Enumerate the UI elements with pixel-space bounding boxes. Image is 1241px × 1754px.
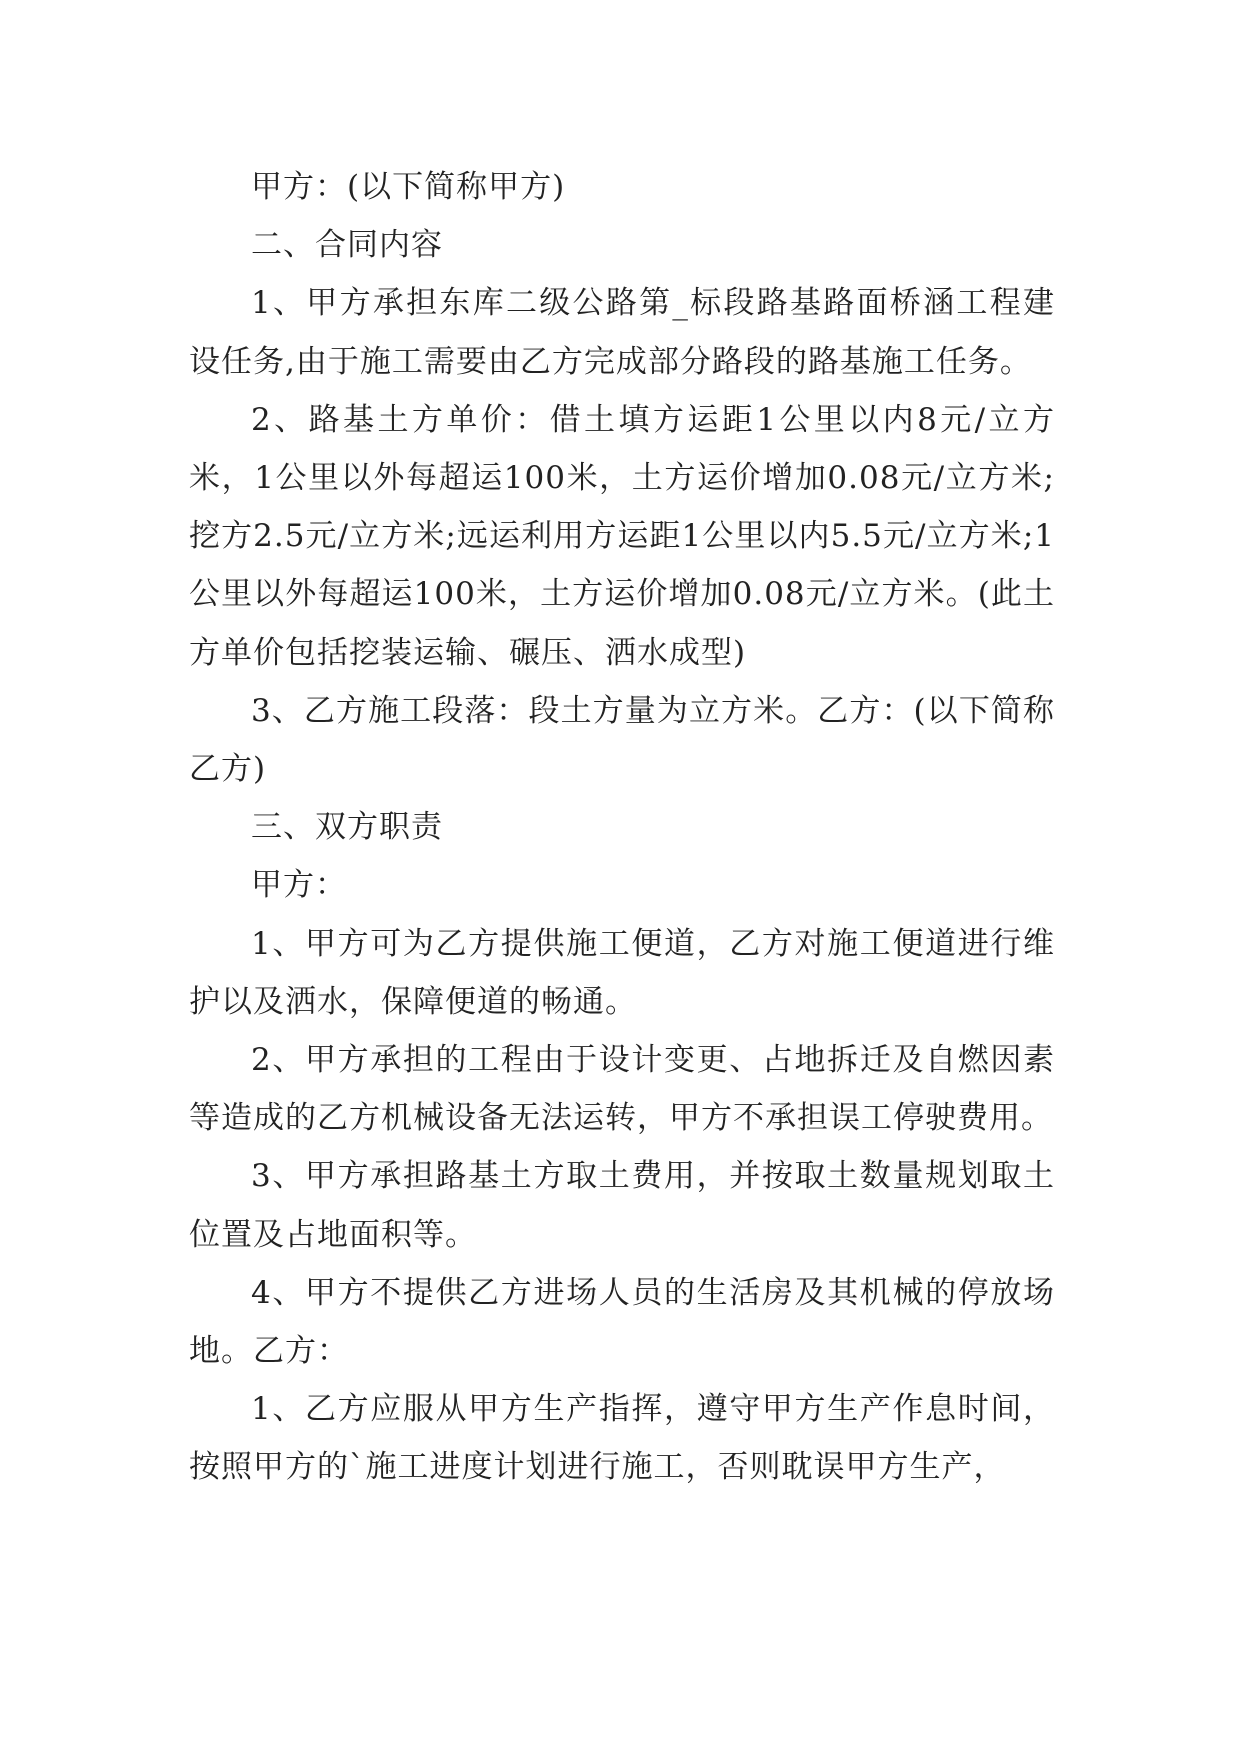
paragraph-party-a-duty-2: 2、甲方承担的工程由于设计变更、占地拆迁及自燃因素等造成的乙方机械设备无法运转，甲方不承担误工停驶费用。: [189, 1042, 1055, 1137]
paragraph-party-a-duty-4: 4、甲方不提供乙方进场人员的生活房及其机械的停放场地。乙方：: [189, 1274, 1055, 1370]
section-heading-contract-content: 二、合同内容: [251, 227, 443, 264]
paragraph-content-item-3: 3、乙方施工段落：段土方量为立方米。乙方：(以下简称乙方): [189, 692, 1055, 788]
paragraph-party-a-duty-3: 3、甲方承担路基土方取土费用，并按取土数量规划取土位置及占地面积等。: [189, 1158, 1055, 1253]
paragraph-party-a-heading: 甲方：(以下简称甲方): [251, 169, 566, 205]
paragraph-party-a-label: 甲方：: [251, 867, 347, 904]
paragraph-content-item-2: 2、路基土方单价：借土填方运距1公里以内8元/立方米，1公里以外每超运100米，土方运价增加0.08元/立方米;挖方2.5元/立方米;远运利用方运距1公里以内5.5元/立方米;1公里以外每超运100米，土方运价增加0.08元/立方米。(此土方单价包括挖装运输、碾压、洒水成型): [189, 401, 1055, 671]
paragraph-content-item-1: 1、甲方承担东库二级公路第_标段路基路面桥涵工程建设任务,由于施工需要由乙方完成部分路段的路基施工任务。: [189, 285, 1055, 380]
paragraph-party-a-duty-1: 1、甲方可为乙方提供施工便道，乙方对施工便道进行维护以及洒水，保障便道的畅通。: [189, 925, 1055, 1020]
document-body: [189, 158, 1055, 1497]
paragraph-party-b-duty-1: 1、乙方应服从甲方生产指挥，遵守甲方生产作息时间，按照甲方的`施工进度计划进行施工，否则耽误甲方生产，: [189, 1391, 1055, 1486]
section-heading-responsibilities: 三、双方职责: [251, 809, 443, 846]
